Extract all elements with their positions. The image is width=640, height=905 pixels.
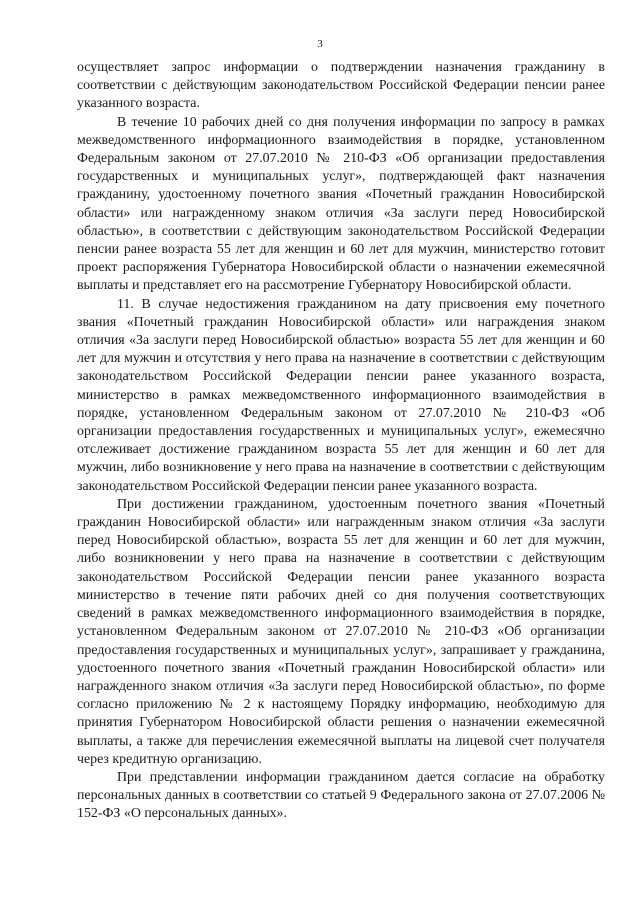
paragraph-personal-data-consent: При представлении информации гражданином дается согласие на обработку персональных данных в соответствии со статьей 9 Федерального закона от 27.07.2006 № 152-ФЗ «О персональных данных».: [77, 769, 605, 822]
document-body: [77, 59, 605, 824]
paragraph-age-reached: При достижении гражданином, удостоенным почетного звания «Почетный гражданин Новосибирской области» или награжденным знаком отличия «За заслуги перед Новосибирской областью», возраста 55 лет для женщин и 60 лет для мужчин, либо возникновении у него права на назначение в соответствии с действующим законодательством Российской Федерации пенсии ранее указанного возраста министерство в течение пяти рабочих дней со дня получения соответствующих сведений в рамках межведомственного информационного взаимодействия в порядке, установленном Федеральным законом от 27.07.2010 № 210-ФЗ «Об организации предоставления государственных и муниципальных услуг», запрашивает у гражданина, удостоенного почетного звания «Почетный гражданин Новосибирской области» или награжденного знаком отличия «За заслуги перед Новосибирской областью», по форме согласно приложению № 2 к настоящему Порядку информацию, необходимую для принятия Губернатором Новосибирской области решения о назначении ежемесячной выплаты, а также для перечисления ежемесячной выплаты на лицевой счет получателя через кредитную организацию.: [77, 496, 605, 767]
paragraph-clause-11: 11. В случае недостижения гражданином на дату присвоения ему почетного звания «Почетный гражданин Новосибирской области» или награждения знаком отличия «За заслуги перед Новосибирской областью» возраста 55 лет для женщин и 60 лет для мужчин и отсутствия у него права на назначение в соответствии с действующим законодательством Российской Федерации пенсии ранее указанного возраста, министерство в рамках межведомственного информационного взаимодействия в порядке, установленном Федеральным законом от 27.07.2010 № 210-ФЗ «Об организации предоставления государственных и муниципальных услуг», ежемесячно отслеживает достижение гражданином возраста 55 лет для женщин и 60 лет для мужчин, либо возникновение у него права на назначение в соответствии с действующим законодательством Российской Федерации пенсии ранее указанного возраста.: [77, 296, 605, 494]
paragraph-notification-term: В течение 10 рабочих дней со дня получения информации по запросу в рамках межведомственного информационного взаимодействия в порядке, установленном Федеральным законом от 27.07.2010 № 210-ФЗ «Об организации предоставления государственных и муниципальных услуг», подтверждающей факт назначения гражданину, удостоенному почетного звания «Почетный гражданин Новосибирской области» или награжденному знаком отличия «За заслуги перед Новосибирской областью», в соответствии с действующим законодательством Российской Федерации пенсии ранее возраста 55 лет для женщин и 60 лет для мужчин, министерство готовит проект распоряжения Губернатора Новосибирской области о назначении ежемесячной выплаты и представляет его на рассмотрение Губернатору Новосибирской области.: [77, 114, 605, 294]
paragraph-continuation: осуществляет запрос информации о подтверждении назначения гражданину в соответствии с действующим законодательством Российской Федерации пенсии ранее указанного возраста.: [77, 60, 605, 112]
page-number: 3: [317, 38, 323, 50]
